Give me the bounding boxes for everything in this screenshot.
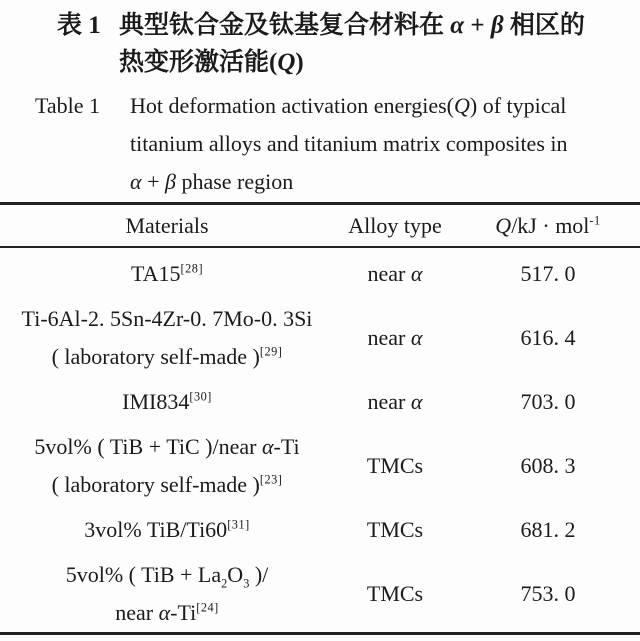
cell-alloy-type: TMCs — [366, 581, 424, 606]
caption-cn-line-1: 典型钛合金及钛基复合材料在 α + β 相区的 — [119, 12, 585, 39]
material-line-2: near α-Ti[24] — [115, 600, 219, 625]
material-line-1: IMI834[30] — [122, 389, 212, 414]
table-row-6 — [0, 556, 640, 634]
table-row-2 — [0, 300, 640, 376]
activation-energy-table — [0, 202, 640, 635]
table-row-1 — [0, 247, 640, 300]
material-line-2: ( laboratory self-made )[23] — [51, 472, 283, 497]
table-caption-chinese-label: 表 1 — [57, 12, 101, 39]
caption-cn-line-2: 热变形激活能(Q) — [119, 49, 304, 76]
cell-materials — [0, 428, 334, 504]
table-caption-english — [35, 87, 630, 201]
table-row-5 — [0, 504, 640, 556]
cell-materials — [0, 556, 334, 634]
column-header-alloy-type: Alloy type — [334, 204, 456, 248]
table-header-row — [0, 204, 640, 248]
material-line-2: ( laboratory self-made )[29] — [51, 344, 283, 369]
column-header-q-value: Q/kJ · mol$^{-1}$ — [456, 204, 640, 248]
table-caption-english-label: Table 1 — [35, 93, 101, 118]
material-line-1: Ti-6Al-2. 5Sn-4Zr-0. 7Mo-0. 3Si — [21, 306, 313, 331]
cell-q-value: 753. 0 — [520, 581, 576, 606]
cell-materials — [0, 247, 334, 300]
cell-materials — [0, 300, 334, 376]
material-line-1: 5vol% ( TiB + $La_2O_3$ )/ — [65, 562, 269, 591]
table-caption-english-text — [130, 87, 630, 201]
caption-en-line-1: Hot deformation activation energies(Q) of typical — [130, 93, 567, 118]
cell-q-value: 616. 4 — [520, 325, 576, 350]
cell-q-value: 517. 0 — [520, 261, 576, 286]
cell-q-value: 681. 2 — [520, 517, 576, 542]
cell-alloy-type: near α — [367, 261, 423, 286]
cell-materials — [0, 376, 334, 428]
cell-q-value: 608. 3 — [520, 453, 576, 478]
material-line-1: 3vol% TiB/Ti60[31] — [84, 517, 250, 542]
table-row-3 — [0, 376, 640, 428]
caption-en-line-2: titanium alloys and titanium matrix composites in — [130, 131, 568, 156]
cell-alloy-type: near α — [367, 325, 423, 350]
table-row-4 — [0, 428, 640, 504]
material-line-1: TA15[28] — [130, 261, 204, 286]
cell-alloy-type: near α — [367, 389, 423, 414]
caption-en-line-3: α + β phase region — [130, 169, 294, 194]
cell-materials — [0, 504, 334, 556]
cell-alloy-type: TMCs — [366, 517, 424, 542]
table-caption-chinese-text — [119, 7, 630, 81]
table-caption-chinese — [57, 7, 630, 81]
cell-alloy-type: TMCs — [366, 453, 424, 478]
cell-q-value: 703. 0 — [520, 389, 576, 414]
material-line-1: 5vol% ( TiB + TiC )/near α-Ti — [34, 434, 300, 459]
column-header-materials: Materials — [0, 204, 334, 248]
